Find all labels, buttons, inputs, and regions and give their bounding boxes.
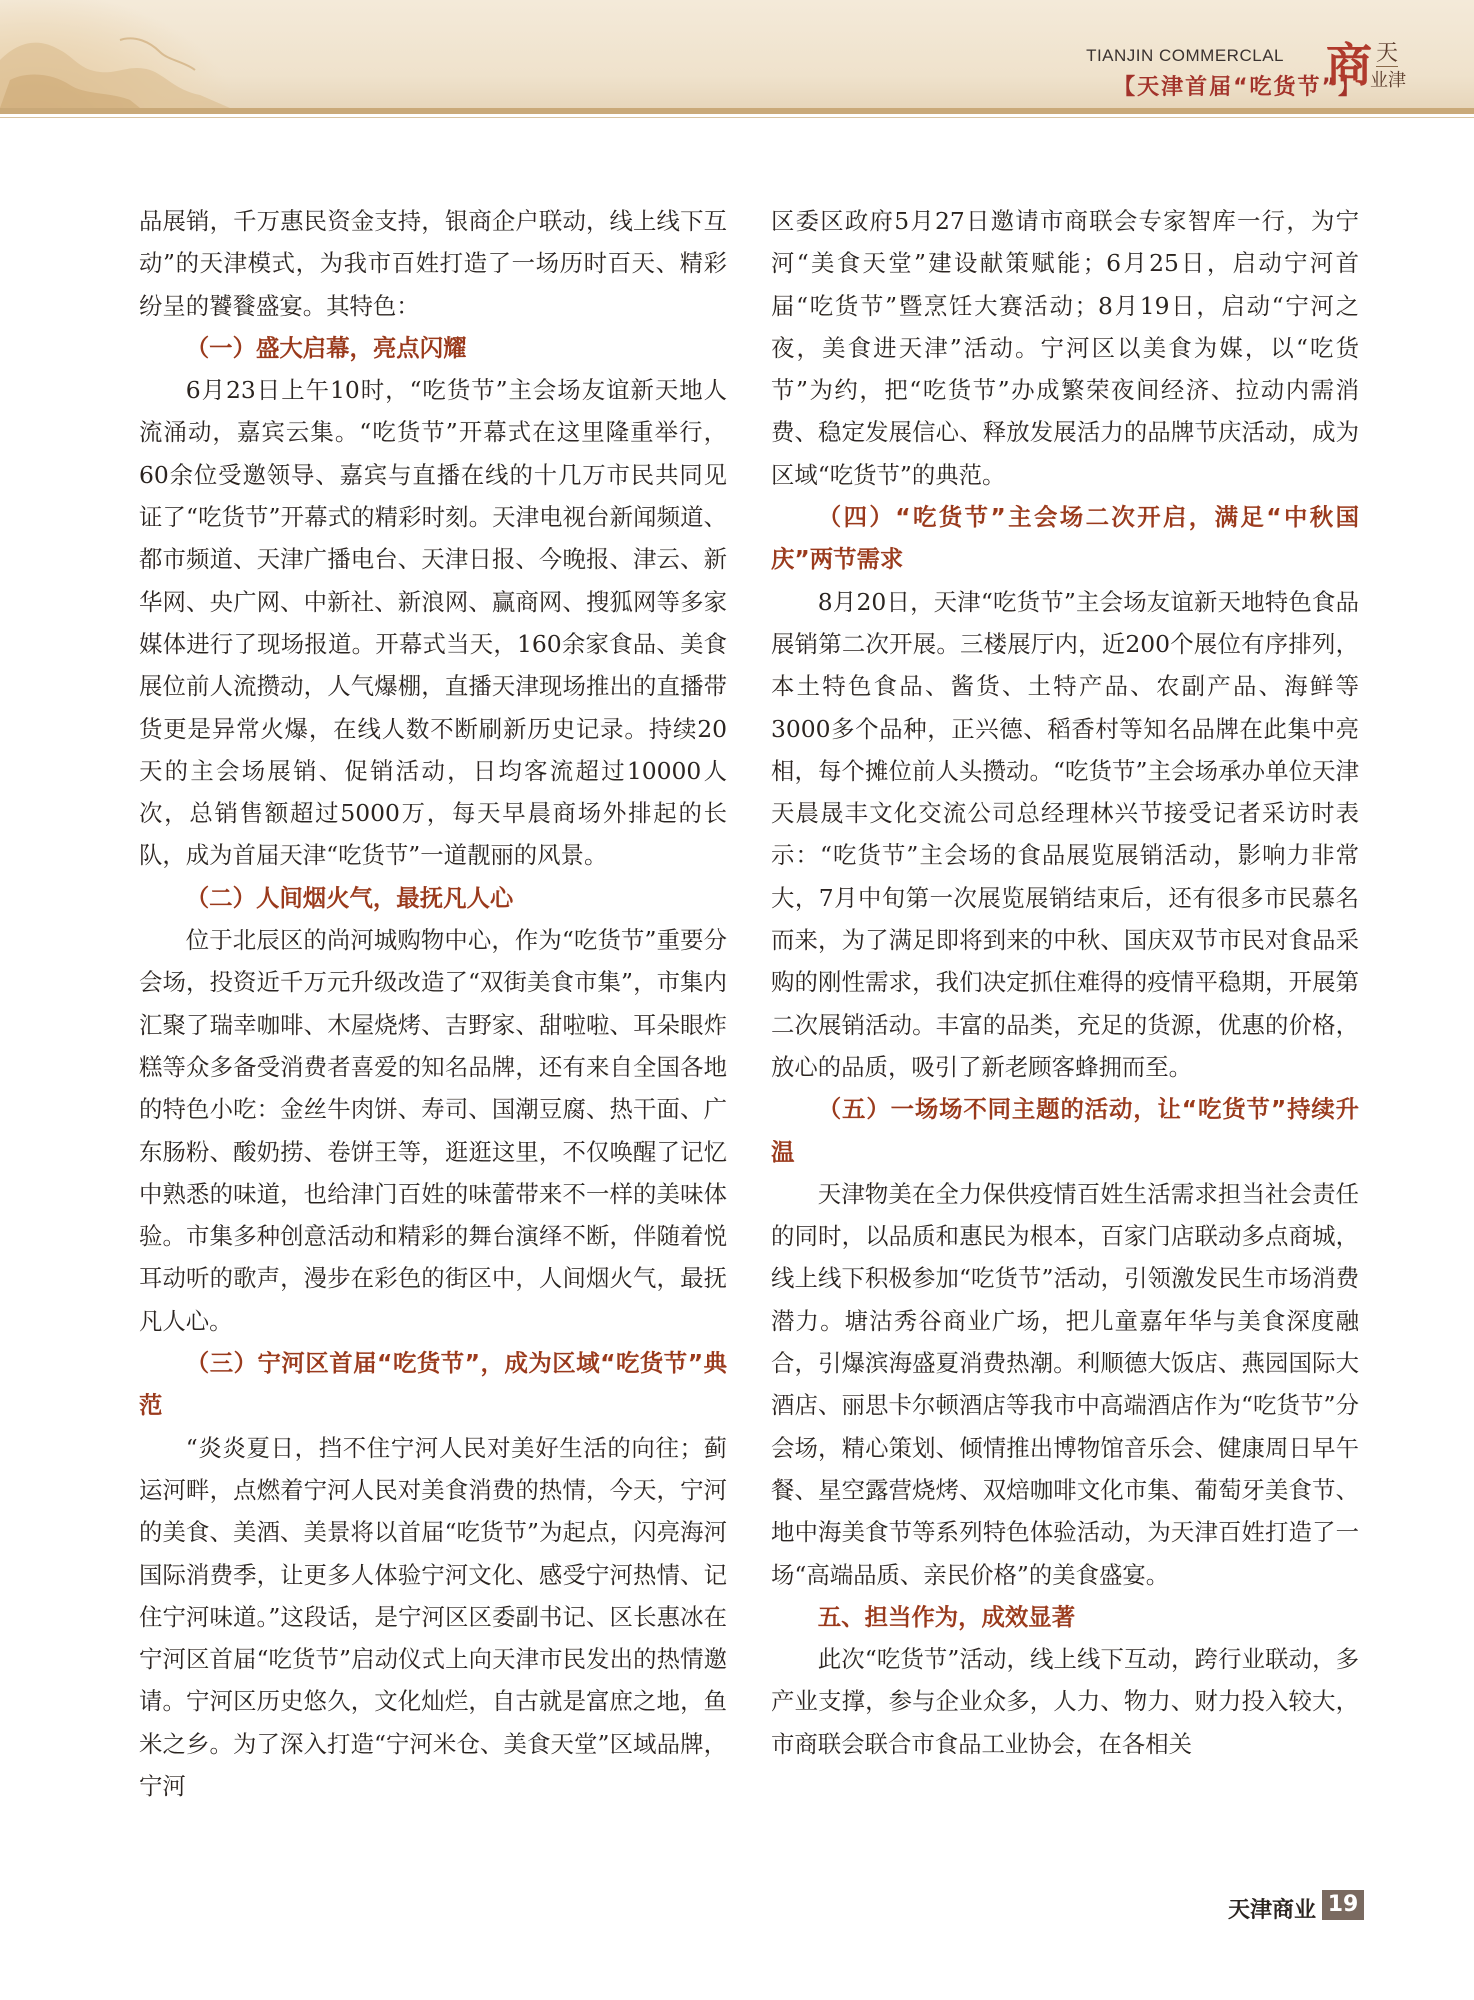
magazine-logo [1326,40,1414,100]
body-paragraph: 6月23日上午10时，“吃货节”主会场友谊新天地人流涌动，嘉宾云集。“吃货节”开幕式在这里隆重举行，60余位受邀领导、嘉宾与直播在线的十几万市民共同见证了“吃货节”开幕式的精彩时刻。天津电视台新闻频道、都市频道、天津广播电台、天津日报、今晚报、津云、新华网、央广网、中新社、新浪网、赢商网、搜狐网等多家媒体进行了现场报道。开幕式当天，160余家食品、美食展位前人流攒动，人气爆棚，直播天津现场推出的直播带货更是异常火爆，在线人数不断刷新历史记录。持续20天的主会场展销、促销活动，日均客流超过10000人次，总销售额超过5000万，每天早晨商场外排起的长队，成为首届天津“吃货节”一道靓丽的风景。 [139,376,727,870]
article-column-right [771,200,1359,1765]
world-map-decoration [0,0,230,108]
page-number: 19 [1322,1890,1364,1920]
section-heading: 五、担当作为，成效显著 [817,1602,1076,1631]
footer-magazine-name: 天津商业 [1228,1898,1317,1923]
body-paragraph: 区委区政府5月27日邀请市商联会专家智库一行，为宁河“美食天堂”建设献策赋能；6月25日，启动宁河首届“吃货节”暨烹饪大赛活动；8月19日，启动“宁河之夜，美食进天津”活动。宁河区以美食为媒，以“吃货节”为约，把“吃货节”办成繁荣夜间经济、拉动内需消费、稳定发展信心、释放发展活力的品牌节庆活动，成为区域“吃货节”的典范。 [771,207,1359,489]
body-paragraph: 位于北辰区的尚河城购物中心，作为“吃货节”重要分会场，投资近千万元升级改造了“双街美食市集”，市集内汇聚了瑞幸咖啡、木屋烧烤、吉野家、甜啦啦、耳朵眼炸糕等众多备受消费者喜爱的知名品牌，还有来自全国各地的特色小吃：金丝牛肉饼、寿司、国潮豆腐、热干面、广东肠粉、酸奶捞、卷饼王等，逛逛这里，不仅唤醒了记忆中熟悉的味道，也给津门百姓的味蕾带来不一样的美味体验。市集多种创意活动和精彩的舞台演绎不断，伴随着悦耳动听的歌声，漫步在彩色的街区中，人间烟火气，最抚凡人心。 [139,926,727,1335]
logo-bottom-chars: 业津 [1370,70,1406,91]
magazine-english-name: TIANJIN COMMERCLAL [1086,46,1284,65]
body-paragraph: 品展销，千万惠民资金支持，银商企户联动，线上线下互动”的天津模式，为我市百姓打造了一场历时百天、精彩纷呈的饕餮盛宴。其特色： [139,207,727,320]
article-column-left [139,200,727,1807]
section-heading: （四）“吃货节”主会场二次开启，满足“中秋国庆”两节需求 [771,503,1359,574]
header-rule-thin [0,117,1474,118]
logo-top-char: 天 [1376,41,1399,66]
header-rule [0,108,1474,114]
section-heading: （五）一场场不同主题的活动，让“吃货节”持续升温 [771,1095,1359,1166]
body-paragraph: 天津物美在全力保供疫情百姓生活需求担当社会责任的同时，以品质和惠民为根本，百家门店联动多点商城，线上线下积极参加“吃货节”活动，引领激发民生市场消费潜力。塘沽秀谷商业广场，把儿童嘉年华与美食深度融合，引爆滨海盛夏消费热潮。利顺德大饭店、燕园国际大酒店、丽思卡尔顿酒店等我市中高端酒店作为“吃货节”分会场，精心策划、倾情推出博物馆音乐会、健康周日早午餐、星空露营烧烤、双焙咖啡文化市集、葡萄牙美食节、地中海美食节等系列特色体验活动，为天津百姓打造了一场“高端品质、亲民价格”的美食盛宴。 [771,1179,1359,1589]
body-paragraph: “炎炎夏日，挡不住宁河人民对美好生活的向往；蓟运河畔，点燃着宁河人民对美食消费的热情，今天，宁河的美食、美酒、美景将以首届“吃货节”为起点，闪亮海河国际消费季，让更多人体验宁河文化、感受宁河热情、记住宁河味道。”这段话，是宁河区区委副书记、区长惠冰在宁河区首届“吃货节”启动仪式上向天津市民发出的热情邀请。宁河区历史悠久，文化灿烂，自古就是富庶之地，鱼米之乡。为了深入打造“宁河米仓、美食天堂”区域品牌，宁河 [139,1433,727,1800]
section-heading: （一）盛大启幕，亮点闪耀 [185,333,467,362]
body-paragraph: 8月20日，天津“吃货节”主会场友谊新天地特色食品展销第二次开展。三楼展厅内，近200个展位有序排列，本土特色食品、酱货、土特产品、农副产品、海鲜等3000多个品种，正兴德、稻香村等知名品牌在此集中亮相，每个摊位前人头攒动。“吃货节”主会场承办单位天津天晨晟丰文化交流公司总经理林兴节接受记者采访时表示：“吃货节”主会场的食品展览展销活动，影响力非常大，7月中旬第一次展览展销结束后，还有很多市民慕名而来，为了满足即将到来的中秋、国庆双节市民对食品采购的刚性需求，我们决定抓住难得的疫情平稳期，开展第二次展销活动。丰富的品类，充足的货源，优惠的价格，放心的品质，吸引了新老顾客蜂拥而至。 [771,587,1359,1081]
logo-main-char: 商 [1326,38,1372,92]
section-title: 【天津首届“吃货节”】 [1113,75,1362,100]
section-heading: （三）宁河区首届“吃货节”，成为区域“吃货节”典范 [139,1349,727,1420]
body-paragraph: 此次“吃货节”活动，线上线下互动，跨行业联动，多产业支撑，参与企业众多，人力、物力、财力投入较大，市商联会联合市食品工业协会，在各相关 [771,1645,1359,1758]
section-heading: （二）人间烟火气，最抚凡人心 [185,883,514,912]
